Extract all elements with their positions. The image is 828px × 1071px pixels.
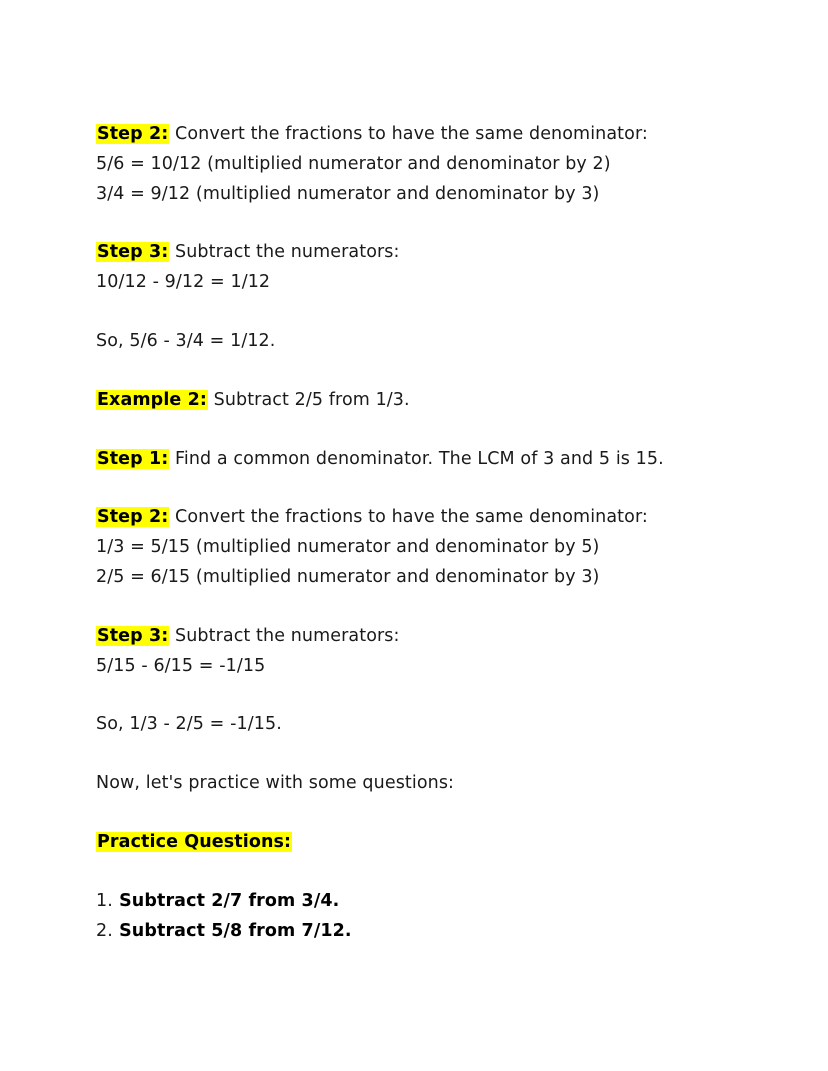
- line-text: 2/5 = 6/15 (multiplied numerator and denominator by 3): [96, 566, 600, 587]
- text-line: [96, 503, 732, 533]
- paragraph-example2-result: [96, 710, 732, 740]
- paragraph-example2-step1: [96, 445, 732, 475]
- line-text: 3/4 = 9/12 (multiplied numerator and denominator by 3): [96, 183, 600, 204]
- list-item: [96, 917, 732, 947]
- line-text: So, 5/6 - 3/4 = 1/12.: [96, 330, 276, 351]
- line-text: 10/12 - 9/12 = 1/12: [96, 272, 271, 293]
- paragraph-example1-step3: [96, 238, 732, 298]
- highlighted-label: Practice Questions:: [97, 831, 292, 852]
- paragraph-example1-step2: [96, 120, 732, 209]
- paragraph-practice-intro: [96, 769, 732, 799]
- highlighted-label: Example 2:: [97, 389, 207, 410]
- text-line: [96, 268, 732, 298]
- spacer: [96, 593, 732, 622]
- text-line: [96, 445, 732, 475]
- list-item-text: Subtract 5/8 from 7/12.: [112, 920, 352, 941]
- highlighted-label: Step 2:: [97, 507, 169, 528]
- paragraph-example2-title: [96, 386, 732, 416]
- line-text: Convert the fractions to have the same denominator:: [169, 507, 648, 528]
- line-text: Subtract the numerators:: [169, 242, 400, 263]
- list-item-number: 2.: [96, 920, 113, 941]
- line-text: 1/3 = 5/15 (multiplied numerator and denominator by 5): [96, 537, 600, 558]
- text-line: [96, 622, 732, 652]
- spacer: [96, 740, 732, 769]
- spacer: [96, 681, 732, 710]
- text-line: [96, 828, 732, 858]
- text-line: [96, 710, 732, 740]
- line-text: 5/15 - 6/15 = -1/15: [96, 655, 266, 676]
- list-item-number: 1.: [96, 890, 113, 911]
- text-line: [96, 327, 732, 357]
- line-text: So, 1/3 - 2/5 = -1/15.: [96, 714, 282, 735]
- line-text: Subtract 2/5 from 1/3.: [207, 389, 410, 410]
- highlighted-label: Step 3:: [97, 625, 169, 646]
- paragraph-example1-result: [96, 327, 732, 357]
- line-text: Find a common denominator. The LCM of 3 and 5 is 15.: [169, 448, 664, 469]
- line-text: Convert the fractions to have the same denominator:: [169, 124, 648, 144]
- text-line: [96, 150, 732, 180]
- practice-questions-list: [96, 887, 732, 947]
- line-text: 5/6 = 10/12 (multiplied numerator and denominator by 2): [96, 153, 611, 174]
- list-item-text: Subtract 2/7 from 3/4.: [112, 890, 340, 911]
- highlighted-label: Step 3:: [97, 242, 169, 263]
- spacer: [96, 799, 732, 828]
- paragraph-example2-step2: [96, 503, 732, 592]
- paragraph-example2-step3: [96, 622, 732, 682]
- practice-questions-heading: [96, 828, 732, 858]
- highlighted-label: Step 1:: [97, 448, 169, 469]
- text-line: [96, 120, 732, 150]
- spacer: [96, 209, 732, 238]
- text-line: [96, 652, 732, 682]
- text-line: [96, 533, 732, 563]
- list-item: [96, 887, 732, 917]
- spacer: [96, 357, 732, 386]
- highlighted-label: Step 2:: [97, 124, 169, 144]
- spacer: [96, 416, 732, 445]
- document-body: [96, 120, 732, 946]
- line-text: Subtract the numerators:: [169, 625, 400, 646]
- spacer: [96, 474, 732, 503]
- text-line: [96, 180, 732, 210]
- text-line: [96, 386, 732, 416]
- text-line: [96, 238, 732, 268]
- spacer: [96, 298, 732, 327]
- text-line: [96, 563, 732, 593]
- text-line: [96, 769, 732, 799]
- spacer: [96, 858, 732, 887]
- line-text: Now, let's practice with some questions:: [96, 773, 455, 794]
